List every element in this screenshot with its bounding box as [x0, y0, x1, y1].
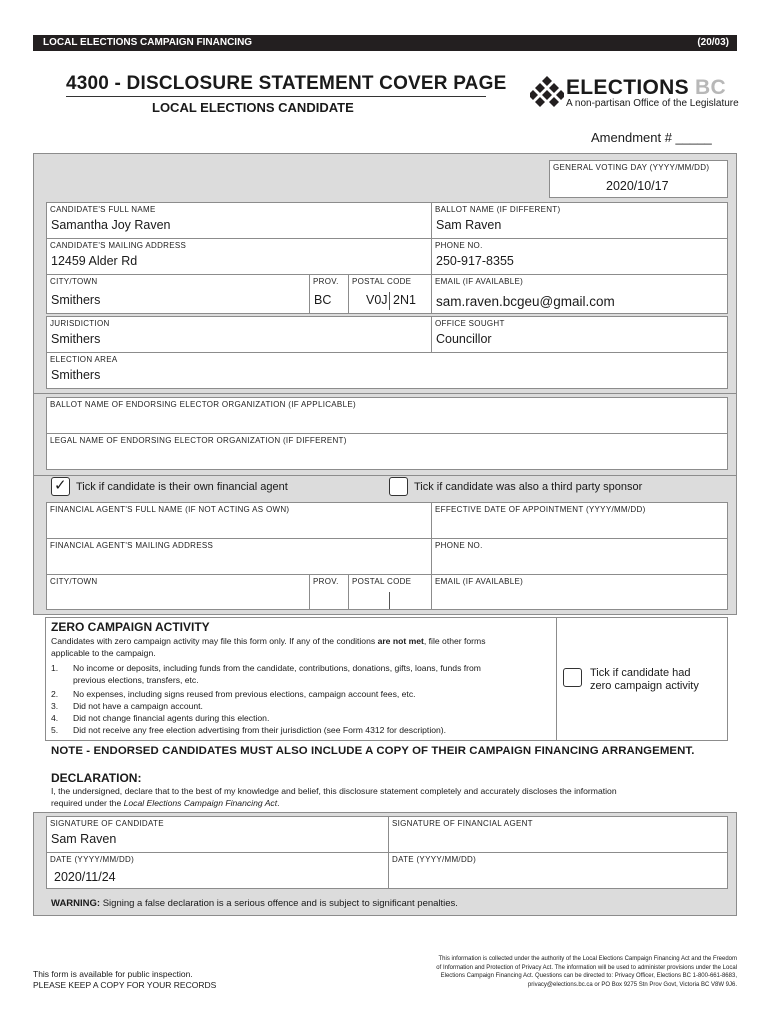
condition-number: 5. [51, 725, 59, 735]
candidate-date-label: DATE (YYYY/MM/DD) [50, 855, 135, 864]
agent-full-name-label: FINANCIAL AGENT'S FULL NAME (IF NOT ACTING AS OWN) [50, 505, 290, 514]
city-label: CITY/TOWN [50, 277, 98, 286]
candidate-postal-code-field[interactable] [348, 274, 432, 314]
footer-right-line1: This information is collected under the authority of the Local Elections Campaign Financing Act and the Freedom [438, 956, 737, 962]
agent-city-field[interactable] [46, 574, 310, 610]
zero-activity-checkbox[interactable] [563, 668, 582, 687]
agent-postal-code-field[interactable] [348, 574, 432, 610]
agent-city-label: CITY/TOWN [50, 577, 98, 586]
phone-label: PHONE NO. [435, 241, 483, 250]
agent-mailing-address-field[interactable] [46, 538, 432, 575]
candidate-email-field[interactable] [431, 274, 728, 314]
condition-number: 3. [51, 701, 59, 711]
ballot-org-name-label: BALLOT NAME OF ENDORSING ELECTOR ORGANIZATION (IF APPLICABLE) [50, 400, 356, 409]
voting-day-field[interactable] [549, 160, 728, 198]
condition-number: 2. [51, 689, 59, 699]
agent-date-field[interactable] [388, 852, 728, 889]
agent-full-name-field[interactable] [46, 502, 432, 539]
zero-intro-bold: are not met [377, 636, 424, 646]
zero-activity-title: ZERO CAMPAIGN ACTIVITY [51, 620, 210, 634]
declaration-line2b: . [277, 797, 280, 808]
office-sought-label: OFFICE SOUGHT [435, 319, 505, 328]
candidate-date-field[interactable] [46, 852, 389, 889]
zero-tick-line1: Tick if candidate had [590, 667, 691, 679]
condition-text-cont: previous elections, transfers, etc. [73, 675, 199, 685]
email-label: EMAIL (IF AVAILABLE) [435, 277, 524, 286]
condition-text: No expenses, including signs reused from previous elections, campaign account fees, etc. [73, 689, 416, 699]
candidate-phone-field[interactable] [431, 238, 728, 275]
office-sought-field[interactable] [431, 316, 728, 353]
ballot-name-label: BALLOT NAME (IF DIFFERENT) [435, 205, 561, 214]
mailing-address-value: 12459 Alder Rd [51, 254, 138, 268]
zero-tick-line2: zero campaign activity [590, 680, 699, 692]
appointment-date-field[interactable] [431, 502, 728, 539]
footer-privacy-notice [436, 955, 737, 989]
agent-email-label: EMAIL (IF AVAILABLE) [435, 577, 524, 586]
candidate-full-name-value: Samantha Joy Raven [51, 218, 171, 232]
warning-label: WARNING: [51, 898, 101, 909]
legal-org-name-field[interactable] [46, 433, 728, 470]
zero-intro-b: , file other forms [423, 636, 486, 646]
condition-text: Did not have a campaign account. [73, 701, 203, 711]
candidate-full-name-label: CANDIDATE'S FULL NAME [50, 205, 156, 214]
candidate-mailing-address-field[interactable] [46, 238, 432, 275]
form-series-bar [33, 35, 737, 51]
endorsed-candidates-note: NOTE - ENDORSED CANDIDATES MUST ALSO INCLUDE A COPY OF THEIR CAMPAIGN FINANCING ARRANGEMENT. [51, 745, 695, 757]
elections-bc-logo-icon [530, 74, 564, 113]
phone-value: 250-917-8355 [436, 254, 514, 268]
footer-right-line2: of Information and Protection of Privacy Act. The information will be used to administer provisions under the Local [436, 964, 737, 971]
candidate-full-name-field[interactable] [46, 202, 432, 239]
agent-phone-label: PHONE NO. [435, 541, 483, 550]
candidate-city-field[interactable] [46, 274, 310, 314]
form-title: 4300 - DISCLOSURE STATEMENT COVER PAGE [66, 73, 507, 94]
voting-day-label: GENERAL VOTING DAY (YYYY/MM/DD) [553, 163, 710, 172]
postal-code-part-a: V0J [366, 293, 388, 307]
prov-value: BC [314, 293, 332, 307]
declaration-act-name: Local Elections Campaign Financing Act [123, 797, 278, 808]
agent-phone-field[interactable] [431, 538, 728, 575]
candidate-prov-field[interactable] [309, 274, 349, 314]
office-sought-value: Councillor [436, 332, 492, 346]
jurisdiction-value: Smithers [51, 332, 101, 346]
city-value: Smithers [51, 293, 101, 307]
candidate-signature-field[interactable] [46, 816, 389, 853]
declaration-title: DECLARATION: [51, 771, 142, 785]
condition-number: 1. [51, 663, 59, 673]
postal-code-divider [389, 292, 390, 310]
agent-prov-field[interactable] [309, 574, 349, 610]
condition-text: Did not receive any free election advertising from their jurisdiction (see Form 4312 for description). [73, 725, 447, 735]
ballot-name-field[interactable] [431, 202, 728, 239]
ballot-org-name-field[interactable] [46, 397, 728, 434]
footer-right-line3: Elections Campaign Financing Act. Questions can be directed to: Privacy Officer, Elections BC 1-800-661-8683, [440, 973, 737, 979]
logo-word: ELECTIONS [566, 76, 689, 99]
agent-mailing-address-label: FINANCIAL AGENT'S MAILING ADDRESS [50, 541, 214, 550]
candidate-signature-label: SIGNATURE OF CANDIDATE [50, 819, 164, 828]
third-party-sponsor-checkbox[interactable] [389, 477, 408, 496]
prov-label: PROV. [313, 277, 339, 286]
check-mark-icon: ✓ [54, 477, 67, 494]
logo-bc: BC [695, 76, 726, 99]
agent-email-field[interactable] [431, 574, 728, 610]
third-party-sponsor-label: Tick if candidate was also a third party sponsor [414, 481, 643, 493]
condition-text: Did not change financial agents during this election. [73, 713, 270, 723]
election-area-value: Smithers [51, 368, 101, 382]
warning-text: Signing a false declaration is a serious offence and is subject to significant penalties. [100, 898, 458, 909]
amendment-number: Amendment # _____ [591, 130, 712, 145]
condition-number: 4. [51, 713, 59, 723]
zero-activity-tick-label [590, 667, 699, 693]
candidate-date-value: 2020/11/24 [54, 870, 116, 884]
agent-signature-label: SIGNATURE OF FINANCIAL AGENT [392, 819, 533, 828]
footer-left-line1: This form is available for public inspection. [33, 969, 193, 979]
declaration-text [51, 786, 617, 809]
agent-signature-field[interactable] [388, 816, 728, 853]
zero-activity-intro [51, 636, 551, 659]
postal-code-part-b: 2N1 [393, 293, 416, 307]
agent-postal-divider [389, 592, 390, 609]
declaration-line1: I, the undersigned, declare that to the best of my knowledge and belief, this disclosure statement completely and accurately discloses the information [51, 786, 617, 796]
series-title: LOCAL ELECTIONS CAMPAIGN FINANCING [43, 37, 253, 48]
jurisdiction-field[interactable] [46, 316, 432, 353]
ballot-name-value: Sam Raven [436, 218, 502, 232]
mailing-address-label: CANDIDATE'S MAILING ADDRESS [50, 241, 187, 250]
jurisdiction-label: JURISDICTION [50, 319, 110, 328]
zero-intro-c: applicable to the campaign. [51, 647, 156, 658]
candidate-signature-value: Sam Raven [51, 832, 117, 846]
logo-tagline: A non-partisan Office of the Legislature [566, 98, 739, 109]
title-underline [66, 96, 486, 97]
agent-prov-label: PROV. [313, 577, 339, 586]
form-subtitle: LOCAL ELECTIONS CANDIDATE [152, 100, 354, 115]
footer-left-line2: PLEASE KEEP A COPY FOR YOUR RECORDS [33, 980, 217, 990]
appointment-date-label: EFFECTIVE DATE OF APPOINTMENT (YYYY/MM/DD) [435, 505, 646, 514]
election-area-label: ELECTION AREA [50, 355, 118, 364]
agent-postal-code-label: POSTAL CODE [352, 577, 412, 586]
agent-date-label: DATE (YYYY/MM/DD) [392, 855, 477, 864]
postal-code-label: POSTAL CODE [352, 277, 412, 286]
footer-public-notice [33, 969, 216, 991]
declaration-line2a: required under the [51, 797, 124, 808]
voting-day-value: 2020/10/17 [606, 179, 669, 193]
form-version: (20/03) [697, 37, 729, 48]
footer-right-line4: privacy@elections.bc.ca or PO Box 9275 Stn Prov Govt, Victoria BC V8W 9J6. [527, 981, 737, 988]
email-value: sam.raven.bcgeu@gmail.com [436, 294, 615, 309]
own-agent-checkbox[interactable] [51, 477, 70, 496]
own-agent-label: Tick if candidate is their own financial agent [76, 481, 288, 493]
logo-wordmark [566, 76, 726, 100]
false-declaration-warning [51, 898, 458, 909]
legal-org-name-label: LEGAL NAME OF ENDORSING ELECTOR ORGANIZATION (IF DIFFERENT) [50, 436, 347, 445]
zero-intro-a: Candidates with zero campaign activity may file this form only. If any of the conditions [51, 636, 378, 646]
condition-text: No income or deposits, including funds from the candidate, contributions, donations, gifts, loans, funds from [73, 663, 481, 673]
election-area-field[interactable] [46, 352, 728, 389]
